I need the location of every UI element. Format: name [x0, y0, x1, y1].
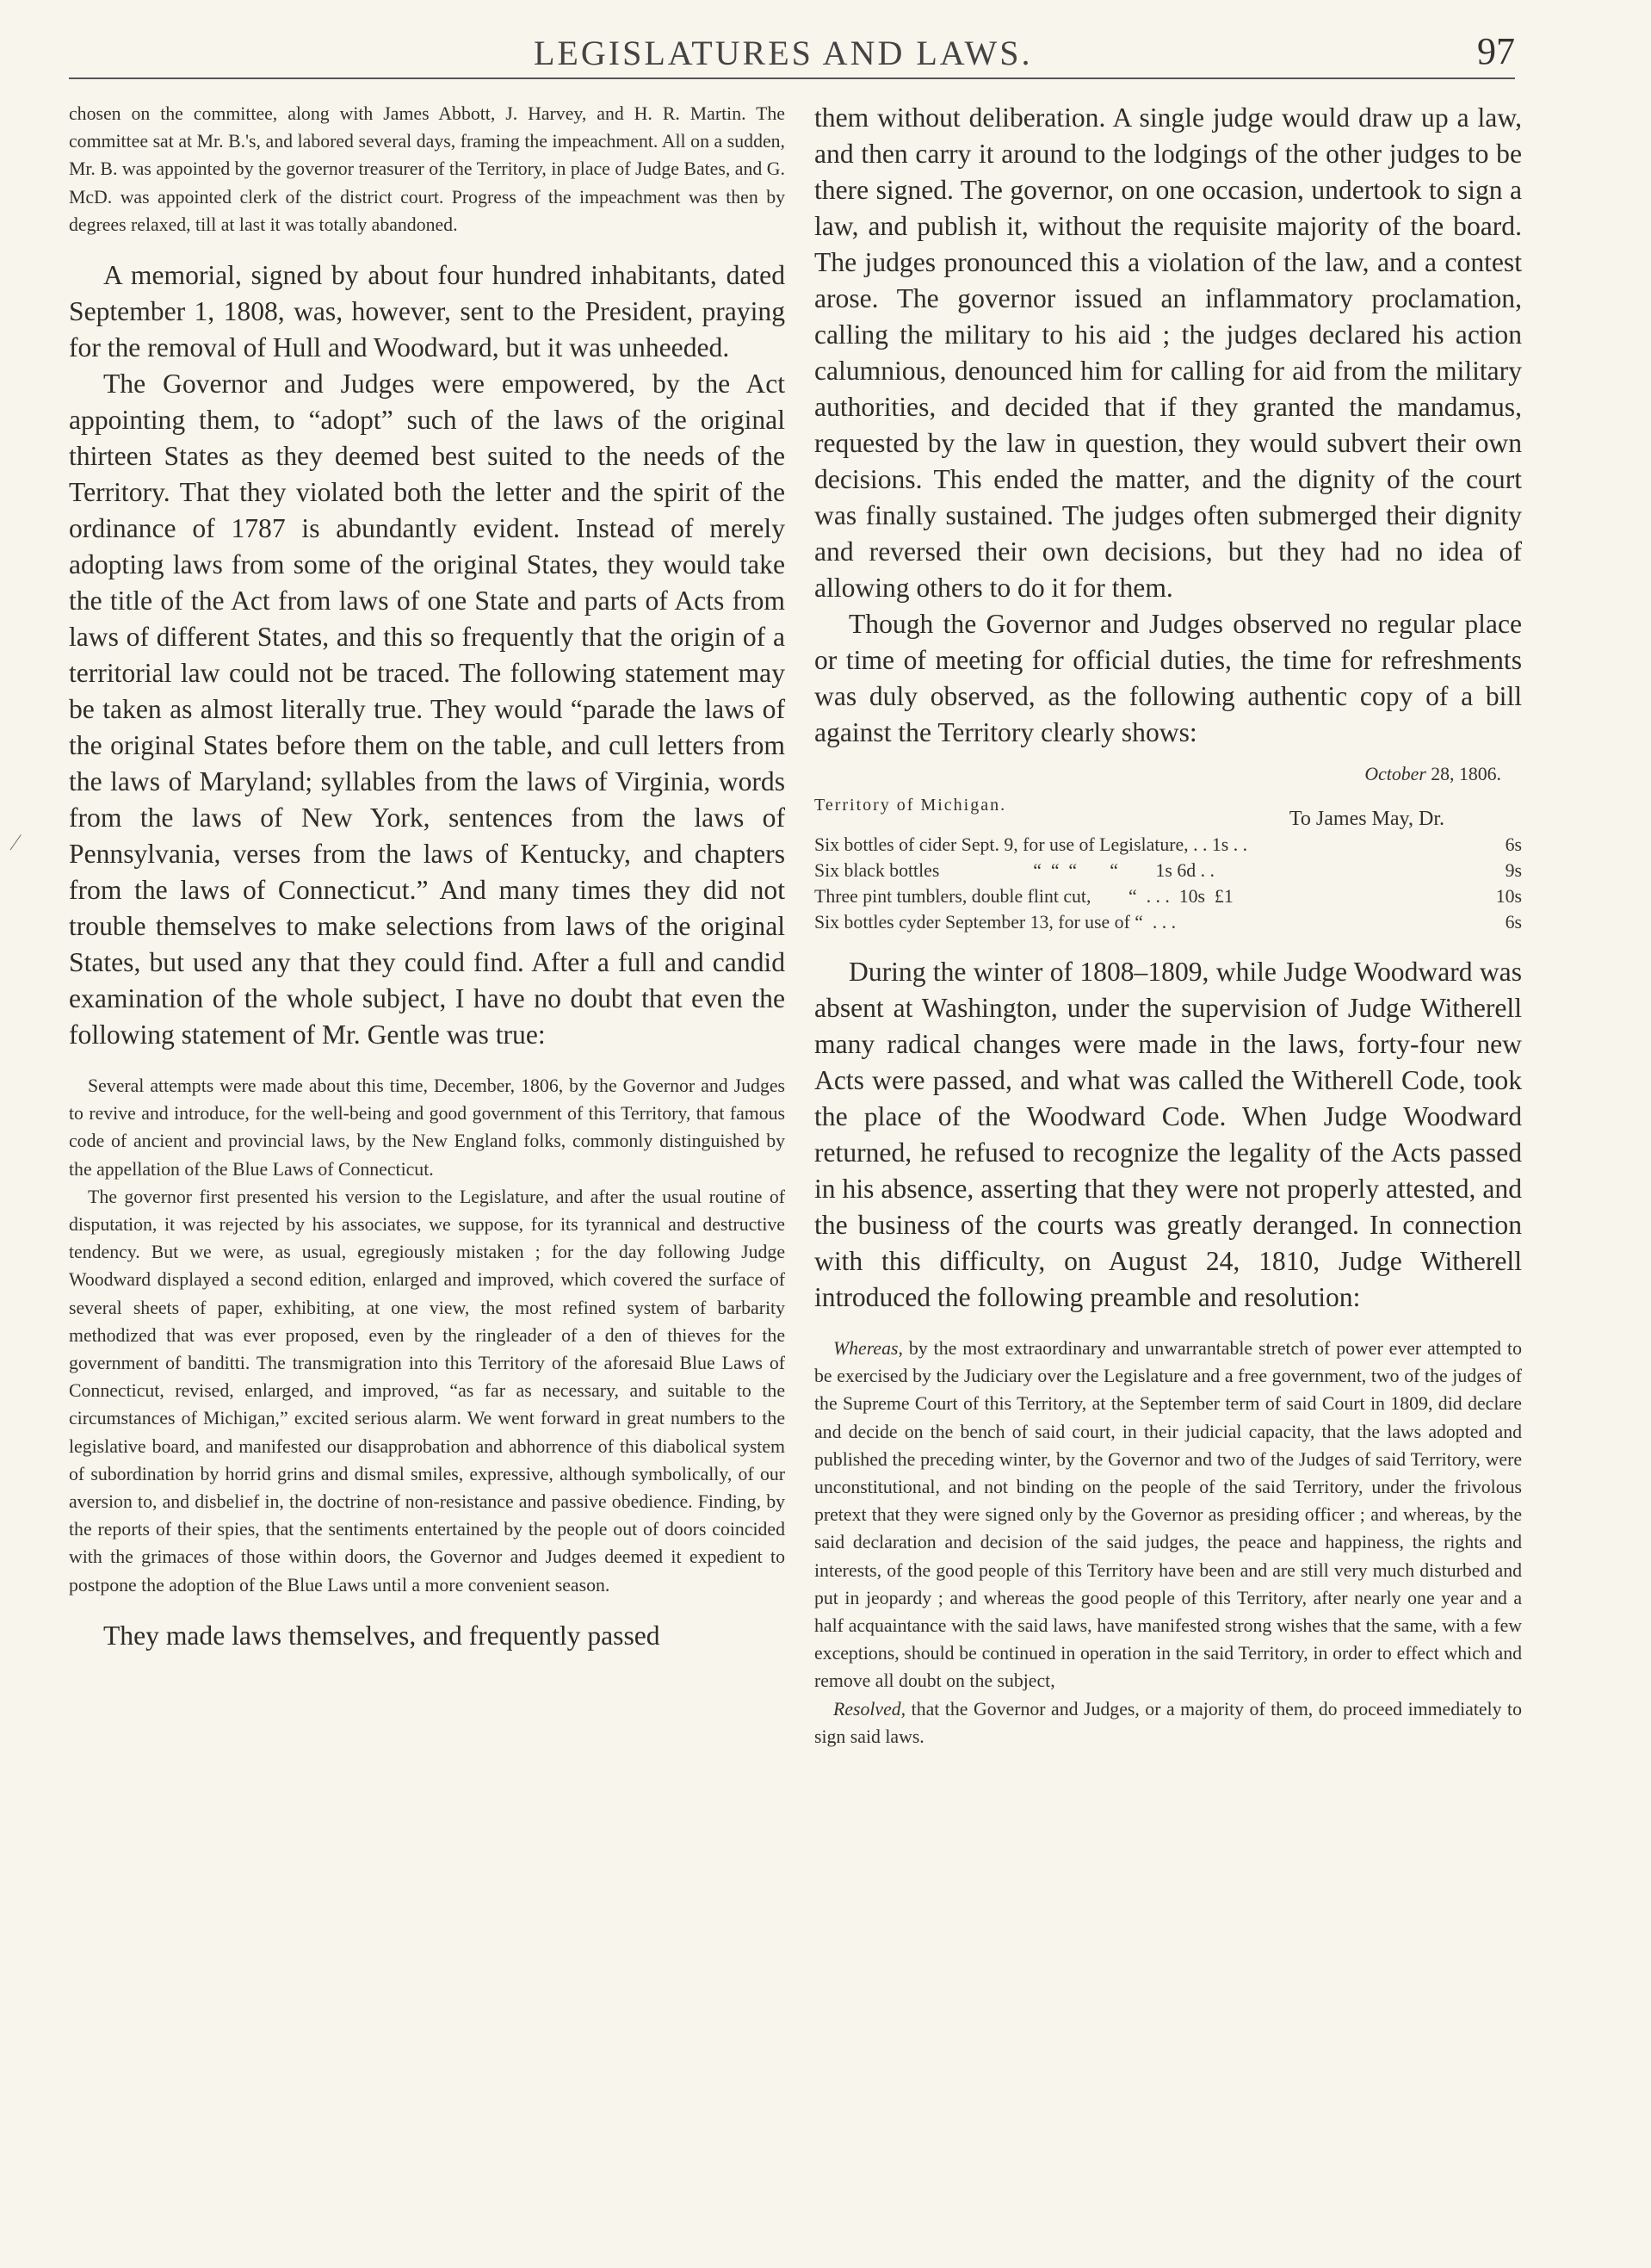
bill-row: Six black bottles “ “ “ “ 1s 6d . . 9s [814, 860, 1522, 881]
bill-row: Six bottles of cider Sept. 9, for use of Legislature, . . 1s . . 6s [814, 834, 1522, 855]
left-paragraph-memorial: A memorial, signed by about four hundred inhabitants, dated September 1, 1808, was, however, sent to the President, praying for the removal of Hull and Woodward, but it was unheeded. [69, 260, 785, 363]
right-quote-whereas: Whereas, by the most extraordinary and unwarrantable stretch of power ever attempted to be exercised by the Judiciary over the Legislature and a free government, two of the judges of the Supreme Court of this Territory, at the September term of said Court in 1809, did declare and decide on the bench of said court, in their judicial capacity, that the laws adopted and published the preceding winter, by the Governor and two of the Judges of said Territory, were unconstitutional, and not binding on the people of the said Territory, under the frivolous pretext that they were signed only by the Governor as presiding officer ; and whereas, by the said declaration and decision of the said judges, the peace and happiness, the rights and interests, of the good people of this Territory have been and are still very much disturbed and put in jeopardy ; and whereas the good people of this Territory, after nearly one year and a half acquaintance with the said laws, have manifested strong wishes that the same, with a few exceptions, should be continued in operation in the said Territory, in order to effect which and remove all doubt on the subject, [814, 1338, 1522, 1692]
right-paragraph-refreshments: Though the Governor and Judges observed no regular place or time of meeting for official duties, the time for refreshments was duly observed, as the following authentic copy of a bill against the Territory clearly shows: [814, 609, 1522, 747]
bill-date: October 28, 1806. [1364, 764, 1501, 784]
bill-account [814, 761, 1522, 935]
bill-payee: To James May, Dr. [1289, 808, 1444, 830]
left-paragraph-made-laws: They made laws themselves, and frequently passed [103, 1620, 660, 1651]
right-column [814, 100, 1522, 1751]
bill-row: Six bottles cyder September 13, for use of “ . . . 6s [814, 912, 1522, 933]
left-column [69, 100, 785, 1654]
header-rule [69, 77, 1515, 79]
bill-row: Three pint tumblers, double flint cut, “ . . . 10s £1 10s [814, 886, 1522, 907]
bill-territory: Territory of Michigan. [814, 796, 1007, 815]
right-paragraph-witherell-code: During the winter of 1808–1809, while Judge Woodward was absent at Washington, under the supervision of Judge Witherell many radical changes were made in the laws, forty-four new Acts were passed, and what was called the Witherell Code, took the place of the Woodward Code. When Judge Woodward returned, he refused to recognize the legality of the Acts passed in his absence, asserting that they were not properly attested, and the business of the courts was greatly deranged. In connection with this difficulty, on August 24, 1810, Judge Witherell introduced the following preamble and resolution: [814, 957, 1522, 1312]
left-paragraph-governor-judges: The Governor and Judges were empowered, by the Act appointing them, to “adopt” such of the laws of the original thirteen States as they deemed best suited to the needs of the Territory. That they violated both the letter and the spirit of the ordinance of 1787 is abundantly evident. Instead of merely adopting laws from some of the original States, they would take the title of the Act from laws of one State and parts of Acts from laws of different States, and this so frequently that the origin of a territorial law could not be traced. The following statement may be taken as almost literally true. They would “parade the laws of the original States before them on the table, and cull letters from the laws of Maryland; syllables from the laws of Virginia, words from the laws of New York, sentences from the laws of Pennsylvania, verses from the laws of Kentucky, and chapters from the laws of Connecticut.” And many times they did not trouble themselves to make selections from laws of the original States, but used any that they could find. After a full and candid examination of the whole subject, I have no doubt that even the following statement of Mr. Gentle was true: [69, 369, 785, 1050]
left-quote-blue-laws-2: The governor first presented his version to the Legislature, and after the usual routine of disputation, it was rejected by his associates, we suppose, for its tyrannical and destructive tendency. But we were, as usual, egregiously mistaken ; for the day following Judge Woodward displayed a second edition, enlarged and improved, which covered the surface of several sheets of paper, exhibiting, at one view, the most refined system of barbarity methodized that was ever proposed, even by the ringleader of a den of thieves for the government of banditti. The transmigration into this Territory of the aforesaid Blue Laws of Connecticut, revised, enlarged, and improved, “as far as necessary, and suitable to the circumstances of Michigan,” excited serious alarm. We went forward in great numbers to the legislative board, and manifested our disapprobation and abhorrence of this diabolical system of subordination by horrid grins and dismal smiles, expressive, although symbolically, of our aversion to, and disbelief in, the doctrine of non-resistance and passive obedience. Finding, by the reports of their spies, that the sentiments entertained by the people out of doors coincided with the grimaces of those within doors, the Governor and Judges deemed it expedient to postpone the adoption of the Blue Laws until a more convenient season. [69, 1186, 785, 1596]
left-continued-quote: chosen on the committee, along with James Abbott, J. Harvey, and H. R. Martin. The committee sat at Mr. B.'s, and labored several days, framing the impeachment. All on a sudden, Mr. B. was appointed by the governor treasurer of the Territory, in place of Judge Bates, and G. McD. was appointed clerk of the district court. Progress of the impeachment was then by degrees relaxed, till at last it was totally abandoned. [69, 103, 785, 235]
page-header [69, 26, 1515, 86]
running-head: LEGISLATURES AND LAWS. [534, 34, 1033, 72]
margin-mark: ⁄ [14, 830, 18, 855]
right-quote-resolved: Resolved, that the Governor and Judges, or a majority of them, do proceed immediately to sign said laws. [814, 1698, 1522, 1747]
left-quote-blue-laws-1: Several attempts were made about this time, December, 1806, by the Governor and Judges to revive and introduce, for the well-being and good government of this Territory, that famous code of ancient and provincial laws, by the New England folks, commonly distinguished by the appellation of the Blue Laws of Connecticut. [69, 1075, 785, 1180]
right-paragraph-continued: them without deliberation. A single judge would draw up a law, and then carry it around to the lodgings of the other judges to be there signed. The governor, on one occasion, undertook to sign a law, and publish it, without the requisite majority of the board. The judges pronounced this a violation of the law, and a contest arose. The governor issued an inflammatory proclamation, calling the military to his aid ; the judges declared his action calumnious, denounced him for calling for aid from the military authorities, and decided that if they granted the mandamus, requested by the law in question, they would subvert their own decisions. This ended the matter, and the dignity of the court was finally sustained. The judges often submerged their dignity and reversed their own decisions, but they had no idea of allowing others to do it for them. [814, 102, 1522, 603]
page-number: 97 [1477, 30, 1515, 72]
